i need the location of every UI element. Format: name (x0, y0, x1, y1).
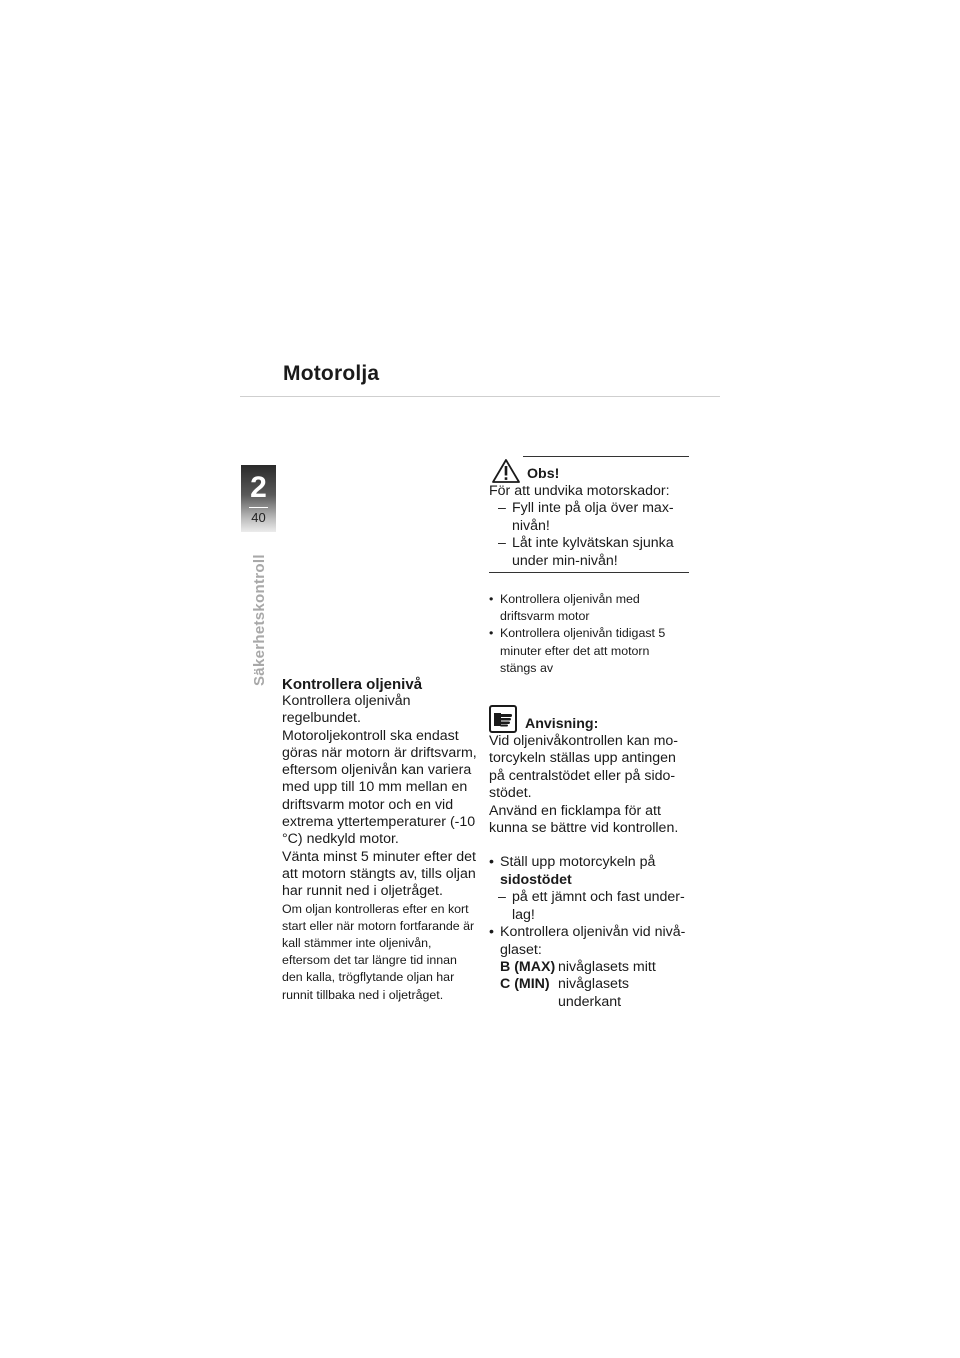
definition-value: nivåglasets mitt (558, 958, 656, 975)
chapter-number: 2 (250, 471, 267, 504)
list-item: – Låt inte kylvätskan sjunka under min-nivån! (498, 535, 674, 569)
warning-top-rule (523, 456, 689, 457)
page-number: 40 (251, 510, 266, 525)
definition-row (500, 959, 689, 976)
steps-list (489, 854, 689, 1011)
list-item-text: Kontrollera oljenivån vid nivå-glaset: (500, 924, 686, 958)
list-item: • Kontrollera oljenivån med driftsvarm motor (489, 592, 640, 624)
warning-header (489, 459, 689, 483)
definition-row (500, 976, 689, 1011)
emphasis-text: sidostödet (500, 871, 572, 888)
left-column (282, 676, 480, 1004)
list-item: – på ett jämnt och fast under-lag! (498, 889, 685, 923)
list-item: – Fyll inte på olja över max-nivån! (498, 500, 674, 534)
list-item: • Kontrollera oljenivån vid nivå-glaset: (489, 924, 686, 958)
list-item-text: Fyll inte på olja över max-nivån! (512, 500, 674, 534)
note-paragraph: Vid oljenivåkontrollen kan mo-torcykeln ställas upp antingen på centralstödet eller på sido-stödet. (489, 733, 679, 802)
right-column (489, 456, 689, 1011)
chapter-tab (241, 465, 276, 532)
definition-term: C (MIN) (500, 976, 550, 993)
warning-bottom-rule (489, 572, 689, 573)
section-side-label: Säkerhetskontroll (251, 554, 268, 686)
section-heading: Kontrollera oljenivå (282, 676, 423, 693)
level-definitions (489, 959, 689, 1011)
note-header (489, 705, 689, 733)
check-list (489, 591, 689, 677)
paragraph: Vänta minst 5 minuter efter det att motorn stängts av, tills oljan har runnit ned i oljetråget. (282, 848, 476, 900)
paragraph: Motoroljekontroll ska endast göras när motorn är driftsvarm, eftersom oljenivån kan variera med upp till 10 mm mellan en driftsvarm motor och en vid extrema yttertemperaturer (-10 °C) nedkyld motor. (282, 727, 477, 848)
title-divider (240, 396, 720, 397)
list-item-text: Ställ upp motorcykeln på (500, 854, 656, 871)
note-title: Anvisning: (525, 716, 599, 733)
definition-term: B (MAX) (500, 958, 556, 975)
list-item-text: på ett jämnt och fast under-lag! (512, 889, 685, 923)
small-paragraph: Om oljan kontrolleras efter en kort start eller när motorn fortfarande är kall stämmer inte oljenivån, eftersom det tar längre tid innan den kalla, trögflytande oljan har runnit tillbaka ned i oljetråget. (282, 901, 475, 1002)
warning-title: Obs! (527, 466, 560, 482)
note-paragraph: Använd en ficklampa för att kunna se bättre vid kontrollen. (489, 802, 679, 837)
note-hand-icon (489, 705, 517, 733)
chapter-divider (249, 507, 268, 508)
page-title: Motorolja (283, 362, 380, 385)
list-item-text: Kontrollera oljenivån tidigast 5 minuter efter det att motorn stängs av (500, 626, 666, 675)
paragraph: Kontrollera oljenivån regelbundet. (282, 693, 411, 727)
list-item-text: Låt inte kylvätskan sjunka under min-nivån! (512, 535, 674, 569)
warning-triangle-icon (492, 459, 520, 483)
definition-value: nivåglasets underkant (558, 976, 629, 1010)
warning-intro: För att undvika motorskador: (489, 483, 670, 499)
list-item-text: Kontrollera oljenivån med driftsvarm motor (500, 592, 640, 624)
list-item: • Kontrollera oljenivån tidigast 5 minuter efter det att motorn stängs av (489, 626, 666, 675)
list-item: • Ställ upp motorcykeln på sidostödet (489, 854, 656, 888)
